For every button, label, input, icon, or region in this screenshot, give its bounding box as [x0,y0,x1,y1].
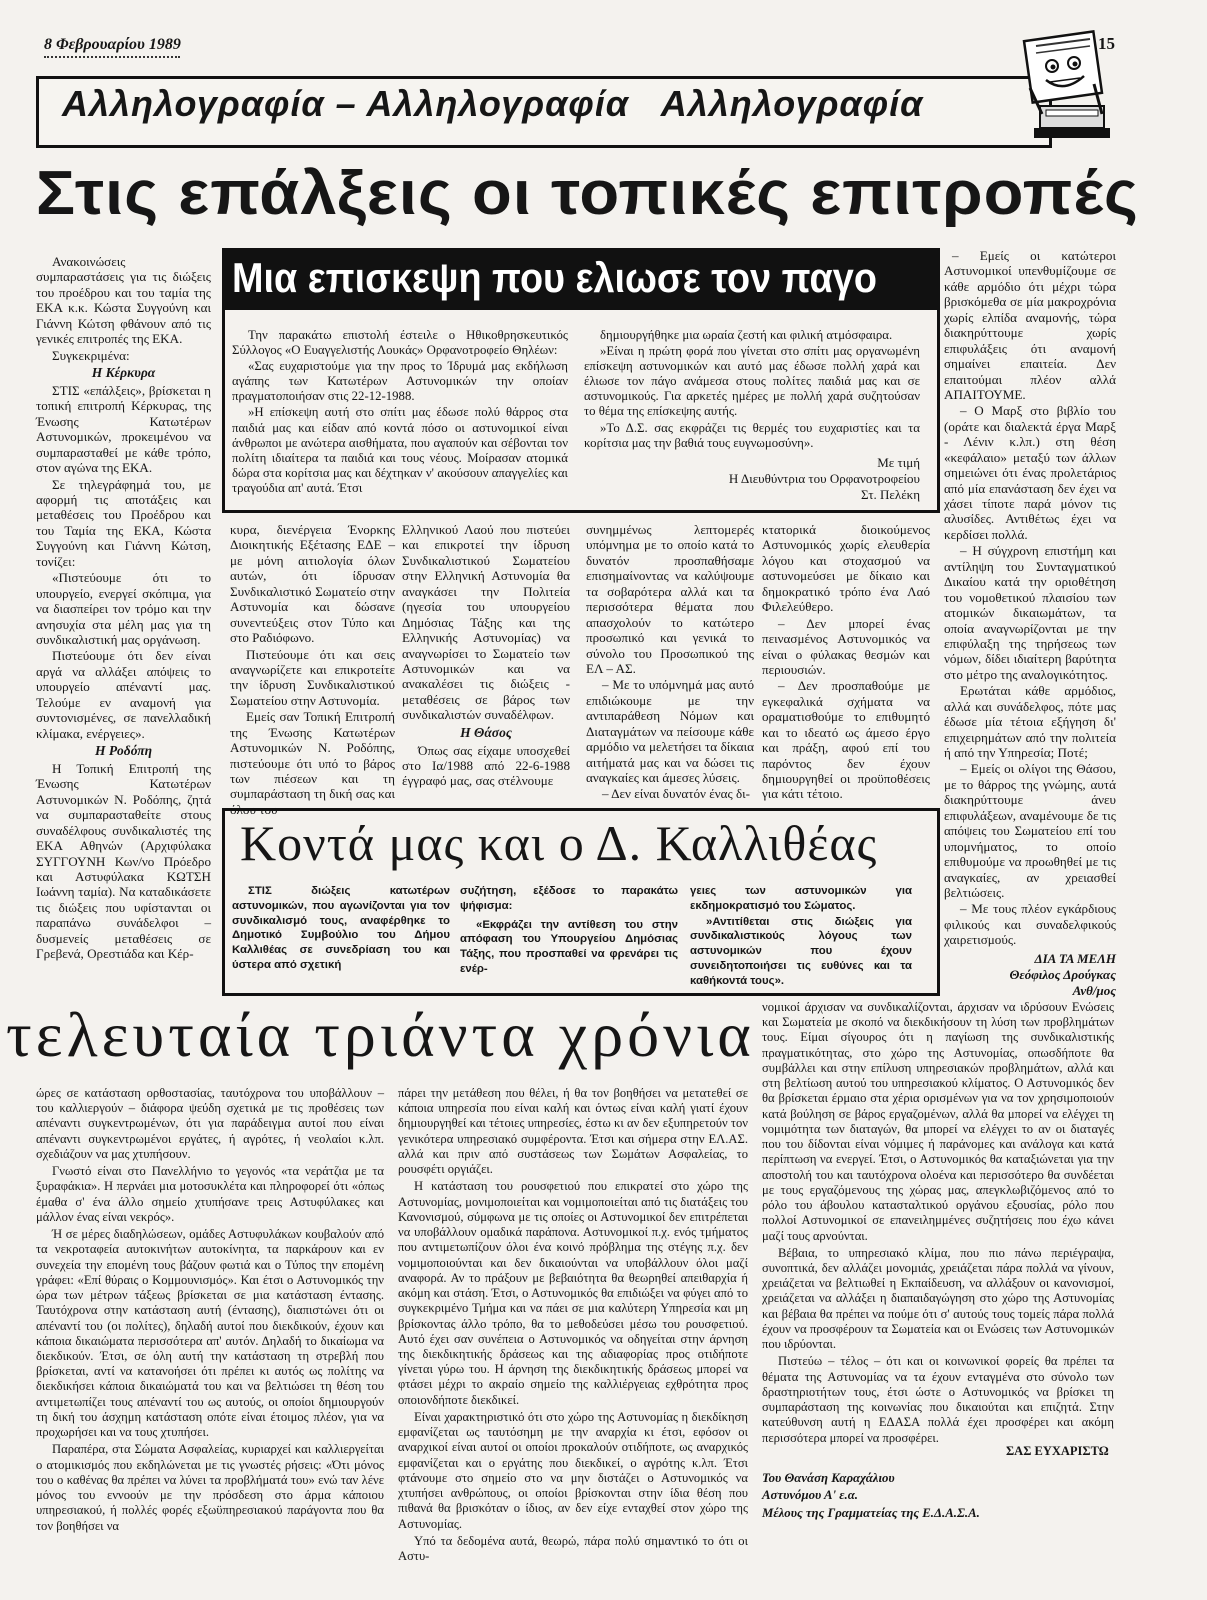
signature-line: Ανθ/μος [1072,983,1116,999]
page-number: 15 [1098,34,1115,53]
signature-line: Στ. Πελέκη [860,487,920,503]
paragraph: κυρα, διενέργεια Ένορκης Διοικητικής Εξέτασης ΕΔΕ – με μόνη αιτιολογία όλων αυτών, ότι ίδρυσαν Συνδικαλιστικό Σωματείο στην Αστυνομία και δώσανε συνεντεύξεις στον Τύπο και στο Ραδιόφωνο. [230,522,395,646]
paragraph: »Το Δ.Σ. σας εκφράζει τις θερμές του ευχαριστίες και τα κορίτσια μας την βαθιά τους ευγνωμοσύνη». [584,420,920,450]
date-underline [44,56,180,61]
main-headline: Στις επάλξεις οι τοπικές επιτροπές [36,159,1139,228]
paragraph: – Δεν είναι δυνατόν ένας δι- [602,786,751,802]
paragraph: – Η σύγχρονη επιστήμη και αντίληψη του Συνταγματικού Δικαίου κατά την οριοθέτηση του νομοθετικού πλαισίου των ατομικών δικαιωμάτων, τα οποία αναγνωρίζονται με την επιφύλαξη της τηρήσεως των νόμων, δίδει ιδιαίτερη βαρύτητα στο μέτρο της αναλογικότητος. [944,543,1116,682]
bottom-column-3 [762,1000,1114,1445]
paragraph: συνημμένως λεπτομερές υπόμνημα με το οποίο κατά το δυνατόν προσπαθήσαμε επισημαίνοντας να καλύψουμε τα σοβαρότερα αλλά και τα περισσότερα θέματα που απασχολούν το κατώτερο προσωπικό και γενικά το σύνολο του Προσωπικού της ΕΛ – ΑΣ. [586,522,754,676]
article-column-6 [944,248,1116,999]
paragraph: – Εμείς οι κατώτεροι Αστυνομικοί υπενθυμίζουμε σε κάθε αρμόδιο ότι μέχρι τώρα βρισκόμεθα σε μία μακροχρόνια χωρίς ελπίδα αναμονής, τώρα διακηρύττουμε χωρίς επιφυλάξεις ότι αναμονή σημαίνει επαιτεία. Δεν επαιτούμαι πλέον αλλά ΑΠΑΙΤΟΥΜΕ. [944,248,1116,402]
paragraph: πάρει την μετάθεση που θέλει, ή θα τον βοηθήσει να μετατεθεί σε κάποια υπηρεσία που είναι καλή και όντως είναι καλή γιατί έχουν δημιουργηθεί και τέτοιες υπηρεσίες, έστω κι αν δεν εξυπηρετούν τον γενικότερα υπηρεσιακό συμφέροντα. Έτσι και σήμερα στην ΕΛ.ΑΣ. αλλά και πριν από συστάσεως των Σωμάτων Ασφαλείας, το ρουσφέτι οργιάζει. [398,1086,748,1177]
paragraph: – Με το υπόμνημά μας αυτό επιδιώκουμε με την αντιπαράθεση Νόμων και Διαταγμάτων να πείσουμε κάθε αρμόδιο να μελετήσει τα δίκαια αιτήματά μας και να δώσει τις αναγκαίες και άμεσες λύσεις. [586,677,754,785]
paragraph: Την παρακάτω επιστολή έστειλε ο Ηθικοθρησκευτικός Σύλλογος «Ο Ευαγγελιστής Λουκάς» Ορφανοτροφείο Θηλέων: [232,328,568,358]
orphanage-headline: Μια επισκεψη που ελιωσε τον παγο [232,254,877,301]
kallithea-col-2 [460,884,678,984]
bottom-column-2 [398,1086,748,1564]
paragraph: Υπό τα δεδομένα αυτά, θεωρώ, πάρα πολύ σημαντικό το ότι οι Αστυ- [398,1533,748,1564]
paragraph: Γνωστό είναι στο Πανελλήνιο το γεγονός «τα νεράτζια με τα ξυραφάκια». Η περνάει μια μοτοσυκλέτα και πληροφορεί ότι «όπως έμαθα σ' ένα άλλο σημείο χτυπήσανε τρεις Αστυφύλακες και μάλλον ένας είναι νεκρός». [36,1164,384,1224]
author-signature [762,1470,1102,1522]
signature-line: Του Θανάση Καραχάλιου [762,1471,895,1485]
paragraph: Η κατάσταση του ρουσφετιού που επικρατεί στο χώρο της Αστυνομίας, μονιμοποιείται και νομιμοποιείται από τις διατάξεις του Κανονισμού, σύμφωνα με τις οποίες οι Αστυνομικοί δεν επιτρέπεται να υποβάλλουν ομαδικά παράπονα. Αστυνομικοί π.χ. ενός τμήματος που αντιμετωπίζουν όλοι ένα κοινό πρόβλημα της στέγης π.χ. δεν νομιμοποιούνται και δεν δικαιούνται να υποβάλλουν όλοι μαζί αναφορά. Αν το πράξουν με βεβαιότητα θα θεωρηθεί απειθαρχία ή ακόμη και στάση. Έτσι, ο Αστυνομικός θα επιδιώξει να φύγει από το συγκεκριμένο Τμήμα και να πάει σε μια καλύτερη Υπηρεσία και μη βρίσκοντας άλλο τρόπο, θα το μεθοδεύσει μέσω του ρουσφετιού. Αυτό έχει σαν συνέπεια ο Αστυνομικός να οδηγείται στην άρνηση της διεκδικητικής δράσεως και της αδιαφορίας προς οτιδήποτε γίνεται γύρω του. Η άρνηση της διεκδικητικής δράσεως μπορεί να φτάσει μέχρι το ακραίο σημείο της καλλιέργειας εχθρότητα προς οποιονδήποτε διεκδικεί. [398,1179,748,1407]
signature-line: Θεόφιλος Δρούγκας [1009,966,1116,982]
paragraph: Όπως σας είχαμε υποσχεθεί στο Ια/1988 από 22-6-1988 έγγραφό μας, σας στέλνουμε [402,742,570,789]
thanks-line: ΣΑΣ ΕΥΧΑΡΙΣΤΩ [1006,1444,1109,1458]
paragraph: Ελληνικού Λαού που πιστεύει και επικροτεί την ίδρυση Συνδικαλιστικού Σωματείου στην Ελληνική Αστυνομία θα αναγκάσει την Πολιτεία (ηγεσία του υπουργείου Δημόσιας Τάξης και της Ελληνικής Αστυνομίας) να αναγνωρίσει το Σωματείο των Αστυνομικών και να ανακαλέσει τις διώξεις - μεταθέσεις σε βάρος των συνδικαλιστών συναδέλφων. [402,522,570,723]
orphanage-letter-right [584,328,920,508]
bottom-headline: τελευταία τριάντα χρόνια [6,999,755,1070]
paragraph: κτατορικά διοικούμενος Αστυνομικός χωρίς ελευθερία λόγου και στοχασμού να αστυνομεύσει με δίκαιο και δημοκρατικό τρόπο ένα Λαό Φιλελεύθερο. [762,522,930,615]
paragraph: νομικοί άρχισαν να συνδικαλίζονται, άρχισαν να ιδρύσουν Ενώσεις και Σωματεία με σκοπό να διεκδικήσουν τη λύση των προβλημάτων τους. Είμαι σίγουρος ότι η παγίωση της συνδικαλιστικής πραγματικότητας, στο χώρο της Αστυνομίας, οπωσδήποτε θα συμβάλλει και στην επίλυση υπηρεσιακών προβλημάτων, αλλά και στη βελτίωση αυτού του υπηρεσιακού κλίματος. Ο Αστυνομικός δεν θα βρίσκεται έρμαιο στα χέρια ορισμένων για να τον χρησιμοποιούν κατά βούληση σε βάρος εργαζομένων, αλλά θα μπορεί να ελέγχει τη νομιμότητα των διαταγών, θα μπορεί να ελέγχει το αν οι διαταγές που του δίδονται είναι νόμιμες ή παράνομες και ανάλογα και κατά περίπτωση να ενεργεί. Έτσι, ο Αστυνομικός θα καταξιώνεται για την αποστολή του και ταυτόχρονα ολοένα και περισσότερο θα συνδέεται με τους εργαζόμενους της χώρας μας, απεγκλωβιζόμενος από το ρόλο του άβουλου κατασταλτικού οργάνου εξουσίας, ρόλο που πολλοί Αστυνομικοί σε επανειλημμένες συζητήσεις που έχω κάνει μαζί τους αρνούνται. [762,1000,1114,1243]
orphanage-letter-left [232,328,568,508]
article-column-4 [586,522,754,800]
subhead-rodopi: Η Ροδόπη [94,743,153,759]
paragraph: »Αντιτίθεται στις διώξεις για συνδικαλιστικούς λόγους των αστυνομικών που έχουν συνειδητοποιήσει τις ευθύνες και τα καθήκοντά τους». [690,915,912,987]
paragraph: – Εμείς οι ολίγοι της Θάσου, με το θάρρος της γνώμης, αυτά διακηρύττουμε άνευ επιφυλάξεων, αναμένουμε δε τις απόψεις του Σωματείου επί του υπομνήματος, το οποίο επιθυμούμε να προωθηθεί με τις αναγκαίες, αν χρειασθεί βελτιώσεις. [944,761,1116,900]
subhead-thasos: Η Θάσος [460,724,512,740]
paragraph: Είναι χαρακτηριστικό ότι στο χώρο της Αστυνομίας η διεκδίκηση εμφανίζεται ως ταυτόσημη με την αναρχία κι έτσι, εφόσον οι αναρχικοί είναι αυτοί οι οποίοι προκαλούν οτιδήποτε, ως αναρχικός εμφανίζεται και ο εργάτης που διεκδικεί, ο αγρότης κ.λπ. Έτσι φτάνουμε στο σημείο στο να μην διστάζει ο Αστυνομικός να χτυπήσει ανθρώπους, οι οποίοι βρίσκονται στην ίδια θέση που πιθανά θα βρισκόταν ο ίδιος, αν δεν είχε ενταχθεί στον χώρο της Αστυνομίας. [398,1409,748,1531]
bottom-column-1 [36,1086,384,1533]
signature-line: Με τιμή [877,454,920,470]
signature-line: ΔΙΑ ΤΑ ΜΕΛΗ [1034,950,1116,966]
paragraph: ώρες σε κατάσταση ορθοστασίας, ταυτόχρονα του υποβάλλουν – του καλλιεργούν – διάφορα ψεύδη σχετικά με τις προθέσεις των απέναντι συγκεντρωμένων, ότι για παράδειγμα αυτοί που είναι απέναντι συγκεντρωμένοι εργάτες, ή αγρότες, ή νεολαίοι κ.λπ. σχεδιάζουν να μας χτυπήσουν. [36,1086,384,1161]
kallithea-col-1 [232,884,450,984]
paragraph: Ή σε μέρες διαδηλώσεων, ομάδες Αστυφυλάκων κουβαλούν από τα νεκροταφεία αυτοκινήτων αυτοκίνητα, τα παρκάρουν και εν συνεχεία την επομένη τους βάζουν φωτιά και ο Τύπος την επομένη γράφει: «Επί θύραις ο Κομμουνισμός». Και έτσι ο Αστυνομικός την ώρα των μέτρων τάξεως βρίσκεται σε μια κατάσταση έντασης. Ταυτόχρονα στην κατάσταση αυτή (έντασης), διαπιστώνει ότι οι απέναντί του (οι πολίτες), δηλαδή αυτοί που διεκδικούν, έχουν και κάποια δικαιώματα περισσότερα απ' αυτόν. Δηλαδή το δικαίωμα να διεκδικούν. Έτσι, σε όλη αυτή την κατάσταση τη στρεβλή που βρίσκεται, αντί να κατανοήσει ότι πρέπει κι αυτός ως πολίτης να διεκδικήσει κάποια δικαιώματά του και να βελτιώσει τη θέση του αντιμετωπίζει τους απέναντί του ως αυτούς, οι οποίοι δημιουργούν τη δική του άσχημη κατάσταση οπότε είναι έτοιμος πλέον, για να προχωρήσει και να τους χτυπήσει. [36,1227,384,1440]
paragraph: «Σας ευχαριστούμε για την προς το Ίδρυμά μας εκδήλωση αγάπης των Κατωτέρων Αστυνομικών την οποίαν πραγματοποιήσαν στις 22-12-1988. [232,359,568,404]
paragraph: »Η επίσκεψη αυτή στο σπίτι μας έδωσε πολύ θάρρος στα παιδιά μας και είδαν από κοντά πόσο οι αστυνομικοί είναι άνθρωποι με ανώτερα αισθήματα, που αγαπούν και σέβονται τον πολίτη ιδιαίτερα τα παιδιά και τους νέους. Μοίρασαν ατομικά δώρα στα κορίτσια μας και δέχτηκαν ν' ακούσουν απαγγελίες και τραγούδια απ' αυτά. Έτσι [232,405,568,495]
article-intro: Ανακοινώσεις συμπαραστάσεις για τις διώξεις του προέδρου και του ταμία της ΕΚΑ κ.κ. Κώστα Συγγούνη και Γιάννη Κώτση φθάνουν από τις γενικές επιτροπές της ΕΚΑ. [36,254,211,347]
paragraph: – Δεν μπορεί ένας πεινασμένος Αστυνομικός να είναι ο φύλακας θεσμών και περιουσιών. [762,615,930,677]
paragraph: Πιστεύουμε ότι και σεις αναγνωρίζετε και επικροτείτε την ίδρυση Συνδικαλιστικού Σωματείου στην Αστυνομία. [230,646,395,708]
paragraph: ΣΤΙΣ διώξεις κατωτέρων αστυνομικών, που αγωνίζονται για τον συνδικαλισμό τους, αναφέρθηκε το Δημοτικό Συμβούλιο του Δήμου Καλλιθέας σε συνεδρίαση του και ύστερα από σχετική [232,885,450,972]
signature-line: Μέλους της Γραμματείας της Ε.Δ.Α.Σ.Α. [762,1505,980,1520]
signature-line: Η Διευθύντρια του Ορφανοτροφείου [728,471,920,486]
paragraph: «Πιστεύουμε ότι το υπουργείο, ενεργεί σκόπιμα, για να διασπείρει τον τρόμο και την ανησυχία στα μέλη μας για τη συνδικαλιστική μας οργάνωση. [36,570,211,647]
paragraph: Παραπέρα, στα Σώματα Ασφαλείας, κυριαρχεί και καλλιεργείται ο ατομικισμός που εκδηλώνεται με τις γνωστές ρήσεις: «Ότι μόνος του ο καθένας θα πρέπει να λύνει τα προβλήματά του» ενώ ταν λένε μόνος του εννοούν με την πρόσδεση στο άρμα κάποιου υπηρεσιακού, ή πολλές φορές εξωϋπηρεσιακού παράγοντα που θα τον βοηθήσει να [36,1442,384,1533]
paragraph: Πιστεύουμε ότι δεν είναι αργά να αλλάξει απόψεις το υπουργείο απέναντί μας. Τελούμε εν αναμονή για συντονισμένες, σε πανελλαδική κλίμακα, ενέργειες». [36,648,211,741]
orphanage-signature [584,455,920,504]
thasos-signature [944,951,1116,1000]
paragraph: Ερωτάται κάθε αρμόδιος, αλλά και συνάδελφος, πότε μας έδωσε μία τέτοια εξήγηση δι' επιχειρημάτων από την πολιτεία ή από την Υπηρεσία; Ποτέ; [944,683,1116,760]
paragraph: «Εκφράζει την αντίθεση του στην απόφαση του Υπουργείου Δημόσιας Τάξης, που προσπαθεί να φρενάρει τις ενέρ- [460,918,678,976]
article-column-3 [402,522,570,800]
paragraph: – Δεν προσπαθούμε με εγκεφαλικά σχήματα να οραματισθούμε το επιθυμητό και το ιδεατό ως άμεσο έργο και πράξη, αφού επί του παρόντος δεν έχουν δημιουργηθεί οι προϋποθέσεις για κάτι τέτοιο. [762,678,930,802]
paragraph: Η Τοπική Επιτροπή της Ένωσης Κατωτέρων Αστυνομικών Ν. Ροδόπης, ζητά να συμπαρασταθείτε στους συναδέλφους συνδικαλιστές της ΕΚΑ Αθηνών (Αρχιφύλακα ΣΥΓΓΟΥΝΗ Κων/νο Πρόεδρο και Αστυφύλακα ΚΩΤΣΗ Ιωάννη ταμία). Να καταδικάσετε τις διώξεις που υφίστανται οι παραπάνω συνάδελφοι – δυσμενείς μεταθέσεις σε Γρεβενά, Ορεστιάδα και Κέρ- [36,760,211,962]
paragraph: – Ο Μαρξ στο βιβλίο του (οράτε και διαλεκτά έργα Μαρξ - Λένιν κ.λπ.) στη θέση «κεφάλαιο» μεταξύ των άλλων σημειώνει ότι ένας προλετάριος από μία επανάσταση δεν έχει να χάσει τίποτε παρά μόνον τις αλυσίδες. Αντιθέτως έχει να κερδίσει πολλά. [944,403,1116,542]
subhead-kerkyra: Η Κέρκυρα [91,365,156,381]
paragraph: Βέβαια, το υπηρεσιακό κλίμα, που πιο πάνω περιέγραψα, συνοπτικά, δεν αλλάζει μονομιάς, χρειάζεται πάρα πολλά να γίνουν, χρειάζεται να βελτιωθεί η Εκπαίδευση, να αλλάξουν οι κανονισμοί, χρειάζεται να αλλάξει η διαπαιδαγώγηση στο χώρο της Αστυνομίας και βέβαια θα πρέπει να πούμε ότι σ' αυτούς τους τομείς πάρα πολλά έχουν να προσφέρουν τα Σωματεία και οι Ενώσεις των Αστυνομικών που ιδρύονται. [762,1245,1114,1352]
paragraph: »Είναι η πρώτη φορά που γίνεται στο σπίτι μας οργανωμένη επίσκεψη αστυνομικών και αυτό μας έδωσε πολλή χαρά και έλιωσε τον πάγο ανάμεσα στους πολίτες παιδιά μας και σε αστυνομικούς. Για αρκετές ημέρες με πολλή χαρά συζητούσαν το θέμα της επίσκεψης αυτής. [584,344,920,419]
signature-line: Αστυνόμου Α' ε.α. [762,1488,858,1503]
paragraph: Σε τηλεγράφημά του, με αφορμή τις αποτάξεις και μεταθέσεις του Προέδρου και του Ταμία της ΕΚΑ, Κώστα Συγγούνη και Γιάννη Κώτση, τονίζει: [36,476,211,569]
kallithea-headline: Κοντά μας και ο Δ. Καλλιθέας [240,815,878,871]
article-intro-2: Συγκεκριμένα: [52,347,130,363]
paragraph: Εμείς σαν Τοπική Επιτροπή της Ένωσης Κατωτέρων Αστυνομικών Ν. Ροδόπης, πιστεύουμε ότι υπό το βάρος των πιέσεων και τη συμπαράσταση τη δική σας και όλου του [230,709,395,817]
paragraph: Πιστεύω – τέλος – ότι και οι κοινωνικοί φορείς θα πρέπει τα θέματα της Αστυνομίας να τα έχουν ενταγμένα στο σύνολο των δραστηριοτήτων τους, έτσι ώστε ο Αστυνομικός να βρίσκει τη συμπαράσταση της κοινωνίας που δικαιούται και επιζητά. Στην κατεύθυνση αυτή η ΕΔΑΣΑ πολλά έχει προσφέρει και ακόμη περισσότερα μπορεί να προσφέρει. [762,1354,1114,1445]
section-title: Αλληλογραφία – Αλληλογραφία Αλληλογραφία [62,83,924,124]
paragraph: ΣΤΙΣ «επάλξεις», βρίσκεται η τοπική επιτροπή Κέρκυρας, της Ένωσης Κατωτέρων Αστυνομικών, προκειμένου να συμπαρασταθεί με κάθε τρόπο, στον αγώνα της ΕΚΑ. [36,382,211,476]
paragraph: γειες των αστυνομικών για εκδημοκρατισμό του Σώματος. [690,885,912,912]
newspaper-mascot-icon [1010,28,1122,148]
article-column-2 [230,522,395,817]
article-column-5 [762,522,930,800]
article-column-1 [36,254,211,992]
kallithea-col-3 [690,884,912,987]
paragraph: – Με τους πλέον εγκάρδιους φιλικούς και συναδελφικούς χαιρετισμούς. [944,901,1116,948]
paragraph: συζήτηση, εξέδοσε το παρακάτω ψήφισμα: [460,885,678,912]
issue-date: 8 Φεβρουαρίου 1989 [44,36,181,53]
paragraph: δημιουργήθηκε μια ωραία ζεστή και φιλική ατμόσφαιρα. [600,328,893,342]
